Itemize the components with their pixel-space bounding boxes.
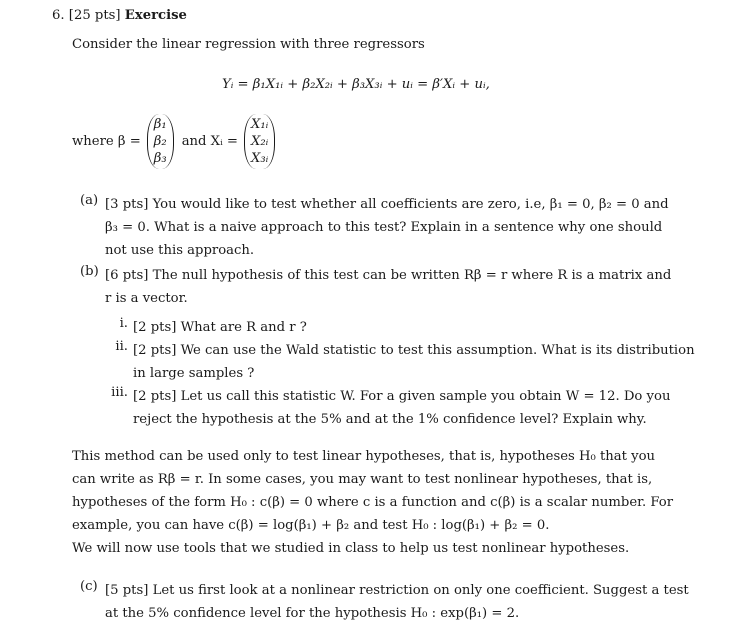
beta-entry: β₃ bbox=[153, 151, 167, 166]
x-vector bbox=[244, 114, 275, 169]
exercise-title: Exercise bbox=[124, 8, 187, 23]
part-b-line: [6 pts] The null hypothesis of this test can be written Rβ = r where R is a matrix and bbox=[105, 268, 672, 283]
part-b-line: r is a vector. bbox=[105, 291, 188, 306]
part-a-line: not use this approach. bbox=[105, 243, 255, 258]
regression-equation: Yᵢ = β₁X₁ᵢ + β₂X₂ᵢ + β₃X₃ᵢ + uᵢ = β′Xᵢ + uᵢ, bbox=[222, 77, 490, 92]
sub-i-text bbox=[133, 316, 307, 339]
sub-iii-label: iii. bbox=[111, 385, 128, 400]
paragraph-line: This method can be used only to test linear hypotheses, that is, hypotheses H₀ that you bbox=[72, 449, 656, 464]
paragraph-line: hypotheses of the form H₀ : c(β) = 0 where c is a function and c(β) is a scalar number. For bbox=[72, 495, 674, 510]
tools-line: We will now use tools that we studied in class to help us test nonlinear hypotheses. bbox=[72, 541, 630, 556]
where-beta-text: where β = bbox=[72, 134, 141, 149]
part-b-label: (b) bbox=[80, 264, 99, 279]
part-c-text bbox=[105, 579, 689, 625]
and-x-text: and Xᵢ = bbox=[181, 134, 238, 149]
sub-iii-line: reject the hypothesis at the 5% and at the 1% confidence level? Explain why. bbox=[133, 412, 647, 427]
part-a-text bbox=[105, 193, 669, 262]
part-b-text bbox=[105, 264, 671, 310]
nonlinear-paragraph bbox=[72, 445, 673, 537]
sub-iii-text bbox=[133, 385, 670, 431]
part-c-label: (c) bbox=[80, 579, 98, 594]
part-c-line: [5 pts] Let us first look at a nonlinear restriction on only one coefficient. Suggest a test bbox=[105, 583, 689, 598]
x-entry: X₁ᵢ bbox=[250, 117, 269, 132]
sub-i-label: i. bbox=[119, 316, 128, 331]
part-a-line: β₃ = 0. What is a naive approach to this test? Explain in a sentence why one should bbox=[105, 220, 663, 235]
sub-ii-text bbox=[133, 339, 695, 385]
vector-definitions bbox=[72, 114, 275, 169]
paragraph-line: example, you can have c(β) = log(β₁) + β₂ and test H₀ : log(β₁) + β₂ = 0. bbox=[72, 518, 550, 533]
x-entry: X₃ᵢ bbox=[250, 151, 269, 166]
sub-ii-label: ii. bbox=[115, 339, 128, 354]
exercise-points: [25 pts] bbox=[68, 8, 121, 23]
sub-ii-line: in large samples ? bbox=[133, 366, 255, 381]
beta-vector bbox=[147, 114, 174, 169]
part-c-line: at the 5% confidence level for the hypothesis H₀ : exp(β₁) = 2. bbox=[105, 606, 520, 621]
beta-entry: β₁ bbox=[153, 117, 167, 132]
exercise-number: 6. bbox=[52, 8, 65, 23]
beta-entry: β₂ bbox=[153, 134, 167, 149]
x-entry: X₂ᵢ bbox=[250, 134, 269, 149]
sub-i-line: [2 pts] What are R and r ? bbox=[133, 320, 307, 335]
sub-ii-line: [2 pts] We can use the Wald statistic to test this assumption. What is its distribution bbox=[133, 343, 695, 358]
part-a-label: (a) bbox=[80, 193, 99, 208]
intro-text: Consider the linear regression with three regressors bbox=[72, 37, 425, 52]
paragraph-line: can write as Rβ = r. In some cases, you may want to test nonlinear hypotheses, that is, bbox=[72, 472, 653, 487]
sub-iii-line: [2 pts] Let us call this statistic W. For a given sample you obtain W = 12. Do you bbox=[133, 389, 671, 404]
part-a-line: [3 pts] You would like to test whether all coefficients are zero, i.e, β₁ = 0, β₂ = 0 and bbox=[105, 197, 669, 212]
exercise-heading bbox=[52, 8, 187, 23]
